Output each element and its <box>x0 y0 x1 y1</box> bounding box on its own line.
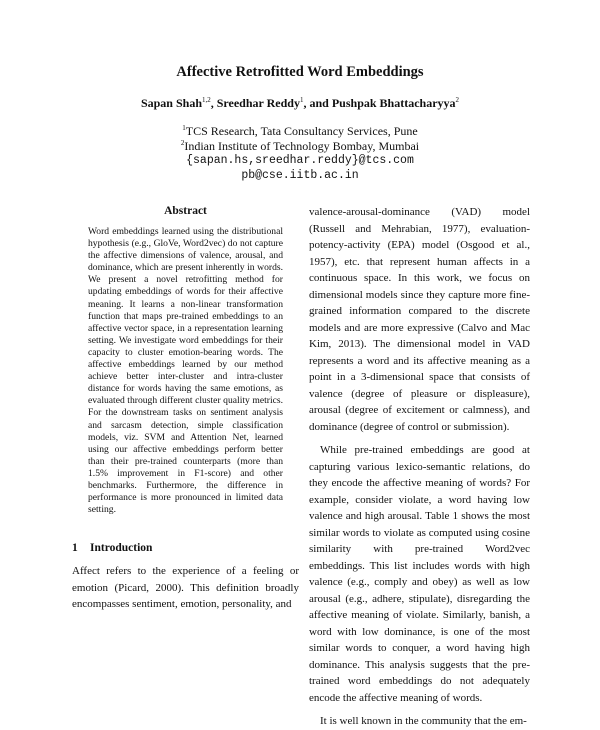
body-paragraph: valence-arousal-dominance (VAD) model (Russell and Mehrabian, 1977), evaluation-potency-activity (EPA) model (Osgood et al., 1957), etc. that represent human affects in a continuous space. In this work, we focus on dimensional models since they capture more fine-grained information compared to the discrete models and are more expressive (Calvo and Mac Kim, 2013). The dimensional model in VAD represents a word and its affective meaning as a point in a 3-dimensional space that consists of valence (degree of pleasure or displeasure), arousal (degree of excitement or calmness), and dominance (degree of control or submission). <box>309 206 530 433</box>
author-email-2: pb@cse.iitb.ac.in <box>241 169 359 182</box>
author-name: Sreedhar Reddy <box>216 96 300 110</box>
affiliation-mark: 2 <box>180 139 185 147</box>
affiliation-mark: 1 <box>182 124 186 132</box>
affiliation-text: Indian Institute of Technology Bombay, Mumbai <box>184 139 420 153</box>
author-email-1: {sapan.hs,sreedhar.reddy}@tcs.com <box>186 154 414 167</box>
author-separator: , and <box>303 96 332 110</box>
right-column <box>309 204 530 730</box>
body-paragraph: While pre-trained embeddings are good at capturing various lexico-semantic relations, do they encode the affective meaning of words? For example, consider violate, a word having low valence and high arousal. Table 1 shows the most similar words to violate as computed using cosine similarity with pre-trained Word2vec embeddings. This list includes words with high valence (e.g., comply and obey) as well as low arousal (e.g., adhere, stipulate), disregarding the affective meaning of violate. Similarly, banish, a word with low dominance, is one of the most similar words to conquer, a word having high dominance. This analysis suggests that the pre-trained word embeddings do not adequately encode the affective meaning of words. <box>309 444 530 704</box>
affiliation-1 <box>0 124 600 139</box>
abstract-text: Word embeddings learned using the distributional hypothesis (e.g., GloVe, Word2vec) do not capture the affective dimensions of valence, arousal, and dominance, which are present inherently in words. We present a novel retrofitting method for updating embeddings of words for their affective meaning. It learns a non-linear transformation function that maps pre-trained embeddings to an affective vector space, in a representation learning setting. We investigate word embeddings for their capacity to cluster emotion-bearing words. The affective embeddings learned by our method achieve better inter-cluster and intra-cluster distance for words having the same emotions, as evaluated through different cluster quality metrics. For the downstream tasks on sentiment analysis and sarcasm detection, simple classification models, viz. SVM and Attention Net, learned using our affective embeddings perform better than their pre-trained counterparts (more than 1.5% improvement in F1-score) and other benchmarks. Furthermore, the difference in performance is more pronounced in limited data setting. <box>88 226 283 516</box>
paper-title: Affective Retrofitted Word Embeddings <box>176 64 424 80</box>
author-name: Sapan Shah <box>140 96 202 110</box>
introduction-text: Affect refers to the experience of a feeling or emotion (Picard, 2000). This definition broadly encompasses sentiment, emotion, personality, and <box>72 565 299 610</box>
section-heading-introduction <box>72 542 152 554</box>
affiliation-text: TCS Research, Tata Consultancy Services, Pune <box>185 124 418 138</box>
section-title: Introduction <box>90 542 153 554</box>
author-separator: , <box>210 96 217 110</box>
author-affil-mark: 1,2 <box>202 96 211 104</box>
author-name: Pushpak Bhattacharyya <box>331 96 456 110</box>
affiliation-2 <box>0 139 600 154</box>
author-affil-mark: 1 <box>299 96 304 104</box>
abstract-block <box>72 205 299 516</box>
abstract-heading: Abstract <box>164 205 207 217</box>
author-list <box>0 96 600 111</box>
body-paragraph: It is well known in the community that the em- <box>320 715 527 727</box>
section-number: 1 <box>72 542 78 554</box>
author-affil-mark: 2 <box>455 96 460 104</box>
